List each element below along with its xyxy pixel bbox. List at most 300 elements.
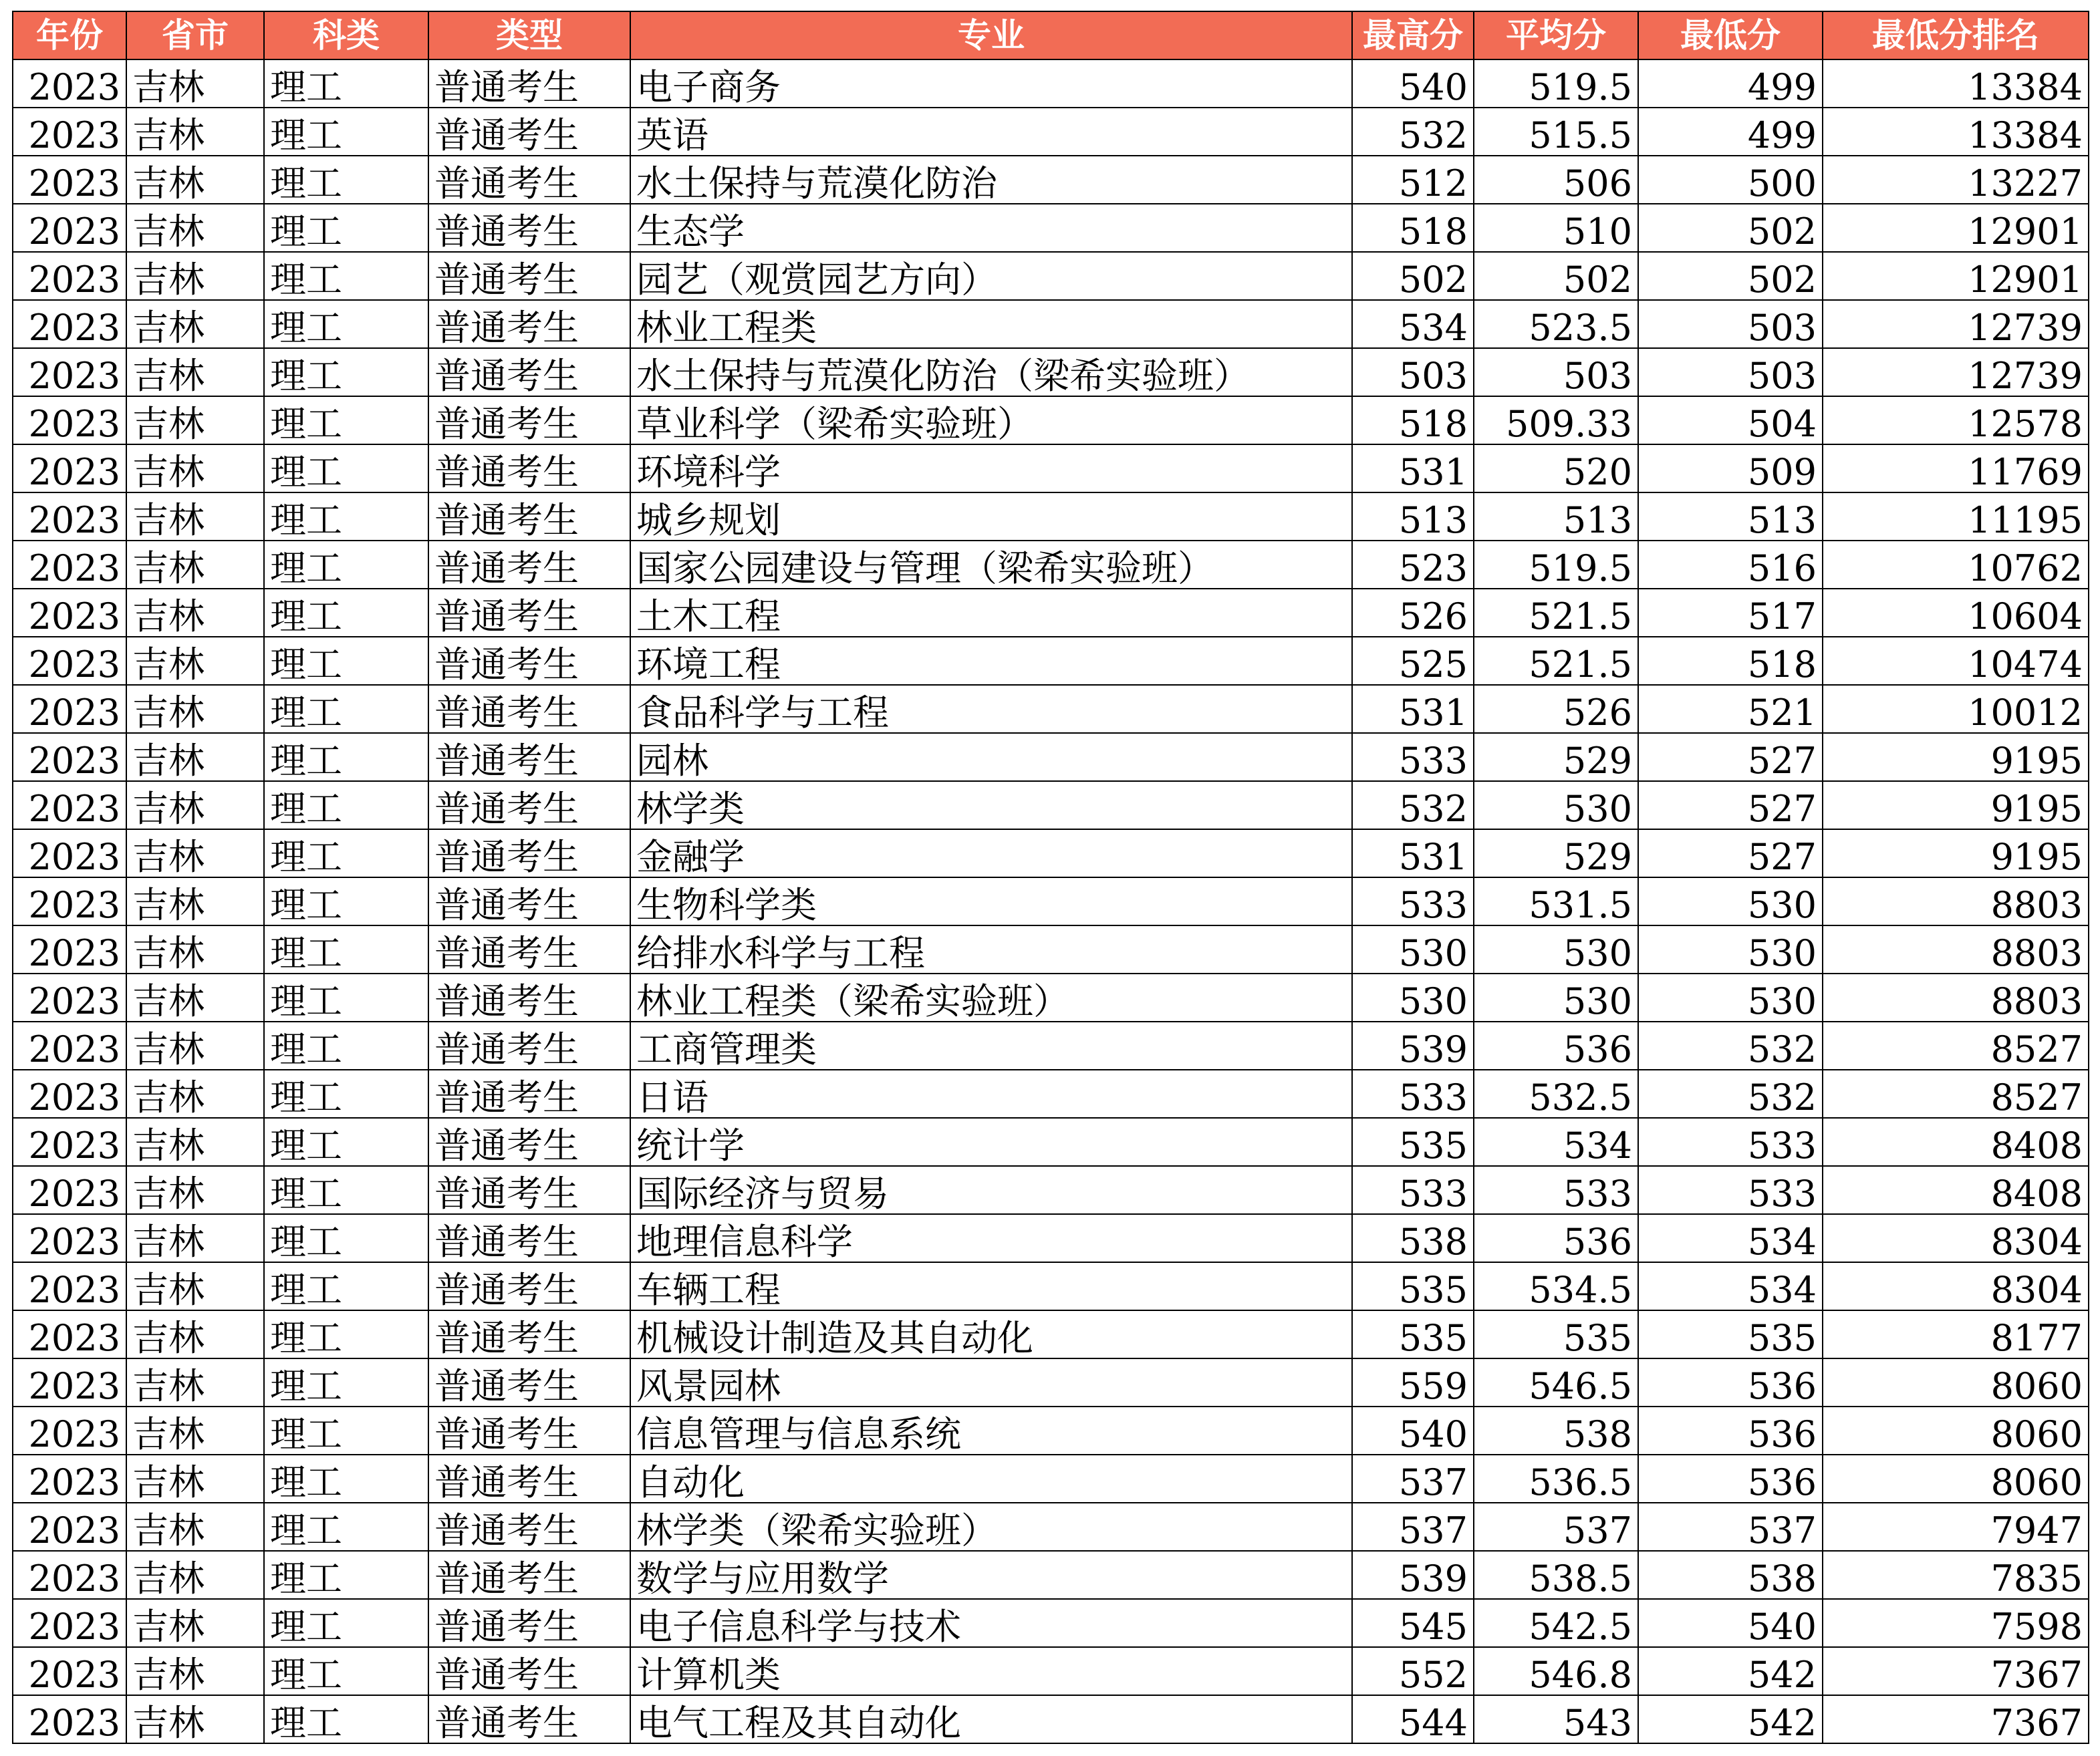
table-row[interactable] [13, 1022, 2089, 1070]
cell-avg-score[interactable]: 537 [1474, 1503, 1638, 1551]
cell-category[interactable]: 理工 [264, 1118, 428, 1166]
cell-province[interactable]: 吉林 [126, 781, 264, 829]
cell-major[interactable]: 电气工程及其自动化 [630, 1695, 1352, 1743]
cell-year[interactable]: 2023 [13, 1407, 126, 1455]
cell-type[interactable]: 普通考生 [428, 1695, 630, 1743]
cell-avg-score[interactable]: 542.5 [1474, 1599, 1638, 1647]
cell-type[interactable]: 普通考生 [428, 589, 630, 637]
cell-min-rank[interactable]: 12901 [1823, 204, 2089, 252]
cell-avg-score[interactable]: 519.5 [1474, 59, 1638, 108]
cell-max-score[interactable]: 533 [1352, 1166, 1474, 1214]
cell-province[interactable]: 吉林 [126, 1455, 264, 1503]
cell-type[interactable]: 普通考生 [428, 1022, 630, 1070]
cell-category[interactable]: 理工 [264, 781, 428, 829]
cell-max-score[interactable]: 535 [1352, 1262, 1474, 1310]
cell-category[interactable]: 理工 [264, 1551, 428, 1599]
cell-min-rank[interactable]: 7598 [1823, 1599, 2089, 1647]
cell-avg-score[interactable]: 536 [1474, 1214, 1638, 1262]
cell-avg-score[interactable]: 534 [1474, 1118, 1638, 1166]
cell-avg-score[interactable]: 503 [1474, 348, 1638, 396]
cell-min-score[interactable]: 527 [1638, 829, 1823, 877]
cell-year[interactable]: 2023 [13, 733, 126, 781]
cell-min-score[interactable]: 536 [1638, 1455, 1823, 1503]
table-row[interactable] [13, 1358, 2089, 1407]
cell-province[interactable]: 吉林 [126, 59, 264, 108]
cell-year[interactable]: 2023 [13, 637, 126, 685]
cell-avg-score[interactable]: 526 [1474, 685, 1638, 733]
cell-avg-score[interactable]: 546.5 [1474, 1358, 1638, 1407]
cell-min-rank[interactable]: 12578 [1823, 396, 2089, 444]
cell-year[interactable]: 2023 [13, 1166, 126, 1214]
cell-year[interactable]: 2023 [13, 396, 126, 444]
cell-category[interactable]: 理工 [264, 1695, 428, 1743]
table-row[interactable] [13, 252, 2089, 300]
cell-min-score[interactable]: 499 [1638, 108, 1823, 156]
cell-max-score[interactable]: 525 [1352, 637, 1474, 685]
cell-avg-score[interactable]: 502 [1474, 252, 1638, 300]
cell-min-rank[interactable]: 10474 [1823, 637, 2089, 685]
cell-min-score[interactable]: 513 [1638, 492, 1823, 541]
cell-max-score[interactable]: 523 [1352, 541, 1474, 589]
cell-type[interactable]: 普通考生 [428, 444, 630, 492]
cell-major[interactable]: 林学类 [630, 781, 1352, 829]
cell-type[interactable]: 普通考生 [428, 1262, 630, 1310]
table-row[interactable] [13, 1647, 2089, 1695]
cell-province[interactable]: 吉林 [126, 1503, 264, 1551]
cell-major[interactable]: 车辆工程 [630, 1262, 1352, 1310]
cell-avg-score[interactable]: 521.5 [1474, 589, 1638, 637]
cell-min-score[interactable]: 542 [1638, 1647, 1823, 1695]
cell-category[interactable]: 理工 [264, 348, 428, 396]
cell-category[interactable]: 理工 [264, 829, 428, 877]
cell-min-rank[interactable]: 8304 [1823, 1214, 2089, 1262]
cell-min-rank[interactable]: 7947 [1823, 1503, 2089, 1551]
cell-min-score[interactable]: 509 [1638, 444, 1823, 492]
cell-type[interactable]: 普通考生 [428, 925, 630, 974]
cell-max-score[interactable]: 540 [1352, 1407, 1474, 1455]
cell-min-rank[interactable]: 9195 [1823, 781, 2089, 829]
cell-avg-score[interactable]: 530 [1474, 781, 1638, 829]
cell-major[interactable]: 给排水科学与工程 [630, 925, 1352, 974]
cell-min-score[interactable]: 534 [1638, 1214, 1823, 1262]
cell-avg-score[interactable]: 529 [1474, 733, 1638, 781]
cell-year[interactable]: 2023 [13, 877, 126, 925]
cell-year[interactable]: 2023 [13, 1455, 126, 1503]
cell-province[interactable]: 吉林 [126, 300, 264, 348]
table-row[interactable] [13, 1070, 2089, 1118]
cell-max-score[interactable]: 538 [1352, 1214, 1474, 1262]
cell-category[interactable]: 理工 [264, 1262, 428, 1310]
cell-min-score[interactable]: 504 [1638, 396, 1823, 444]
cell-year[interactable]: 2023 [13, 492, 126, 541]
cell-year[interactable]: 2023 [13, 348, 126, 396]
cell-min-score[interactable]: 517 [1638, 589, 1823, 637]
cell-max-score[interactable]: 535 [1352, 1310, 1474, 1358]
cell-year[interactable]: 2023 [13, 59, 126, 108]
table-row[interactable] [13, 925, 2089, 974]
cell-avg-score[interactable]: 513 [1474, 492, 1638, 541]
table-row[interactable] [13, 1166, 2089, 1214]
cell-avg-score[interactable]: 533 [1474, 1166, 1638, 1214]
cell-province[interactable]: 吉林 [126, 1214, 264, 1262]
table-row[interactable] [13, 541, 2089, 589]
cell-major[interactable]: 林学类（梁希实验班） [630, 1503, 1352, 1551]
cell-province[interactable]: 吉林 [126, 1695, 264, 1743]
cell-min-rank[interactable]: 8408 [1823, 1166, 2089, 1214]
cell-major[interactable]: 日语 [630, 1070, 1352, 1118]
cell-max-score[interactable]: 533 [1352, 1070, 1474, 1118]
cell-type[interactable]: 普通考生 [428, 300, 630, 348]
cell-type[interactable]: 普通考生 [428, 541, 630, 589]
cell-avg-score[interactable]: 536.5 [1474, 1455, 1638, 1503]
cell-max-score[interactable]: 533 [1352, 877, 1474, 925]
column-header-major[interactable]: 专业 [630, 11, 1352, 59]
cell-min-score[interactable]: 538 [1638, 1551, 1823, 1599]
table-row[interactable] [13, 781, 2089, 829]
cell-province[interactable]: 吉林 [126, 541, 264, 589]
cell-max-score[interactable]: 502 [1352, 252, 1474, 300]
cell-avg-score[interactable]: 521.5 [1474, 637, 1638, 685]
cell-type[interactable]: 普通考生 [428, 1118, 630, 1166]
cell-min-score[interactable]: 499 [1638, 59, 1823, 108]
cell-year[interactable]: 2023 [13, 108, 126, 156]
cell-type[interactable]: 普通考生 [428, 156, 630, 204]
cell-type[interactable]: 普通考生 [428, 1358, 630, 1407]
cell-min-rank[interactable]: 8060 [1823, 1455, 2089, 1503]
cell-max-score[interactable]: 526 [1352, 589, 1474, 637]
cell-major[interactable]: 生物科学类 [630, 877, 1352, 925]
cell-min-rank[interactable]: 13384 [1823, 59, 2089, 108]
cell-major[interactable]: 地理信息科学 [630, 1214, 1352, 1262]
cell-min-rank[interactable]: 8304 [1823, 1262, 2089, 1310]
cell-min-score[interactable]: 527 [1638, 733, 1823, 781]
cell-min-score[interactable]: 503 [1638, 300, 1823, 348]
cell-min-score[interactable]: 530 [1638, 877, 1823, 925]
cell-year[interactable]: 2023 [13, 1503, 126, 1551]
cell-major[interactable]: 机械设计制造及其自动化 [630, 1310, 1352, 1358]
cell-major[interactable]: 林业工程类 [630, 300, 1352, 348]
cell-major[interactable]: 统计学 [630, 1118, 1352, 1166]
cell-year[interactable]: 2023 [13, 541, 126, 589]
cell-category[interactable]: 理工 [264, 108, 428, 156]
cell-min-score[interactable]: 521 [1638, 685, 1823, 733]
cell-avg-score[interactable]: 510 [1474, 204, 1638, 252]
cell-type[interactable]: 普通考生 [428, 829, 630, 877]
cell-category[interactable]: 理工 [264, 877, 428, 925]
table-row[interactable] [13, 108, 2089, 156]
cell-avg-score[interactable]: 535 [1474, 1310, 1638, 1358]
cell-year[interactable]: 2023 [13, 925, 126, 974]
cell-category[interactable]: 理工 [264, 925, 428, 974]
cell-min-score[interactable]: 518 [1638, 637, 1823, 685]
cell-min-rank[interactable]: 12739 [1823, 348, 2089, 396]
cell-major[interactable]: 数学与应用数学 [630, 1551, 1352, 1599]
cell-min-score[interactable]: 500 [1638, 156, 1823, 204]
cell-year[interactable]: 2023 [13, 974, 126, 1022]
cell-type[interactable]: 普通考生 [428, 685, 630, 733]
cell-min-rank[interactable]: 13227 [1823, 156, 2089, 204]
cell-major[interactable]: 工商管理类 [630, 1022, 1352, 1070]
cell-category[interactable]: 理工 [264, 1647, 428, 1695]
cell-year[interactable]: 2023 [13, 1262, 126, 1310]
cell-major[interactable]: 环境科学 [630, 444, 1352, 492]
cell-province[interactable]: 吉林 [126, 733, 264, 781]
cell-year[interactable]: 2023 [13, 204, 126, 252]
cell-max-score[interactable]: 530 [1352, 974, 1474, 1022]
cell-type[interactable]: 普通考生 [428, 1166, 630, 1214]
cell-min-rank[interactable]: 10012 [1823, 685, 2089, 733]
cell-year[interactable]: 2023 [13, 1070, 126, 1118]
cell-type[interactable]: 普通考生 [428, 1407, 630, 1455]
cell-type[interactable]: 普通考生 [428, 1503, 630, 1551]
cell-avg-score[interactable]: 509.33 [1474, 396, 1638, 444]
cell-province[interactable]: 吉林 [126, 877, 264, 925]
cell-category[interactable]: 理工 [264, 252, 428, 300]
cell-max-score[interactable]: 537 [1352, 1455, 1474, 1503]
cell-type[interactable]: 普通考生 [428, 1455, 630, 1503]
table-row[interactable] [13, 444, 2089, 492]
table-row[interactable] [13, 1455, 2089, 1503]
cell-year[interactable]: 2023 [13, 781, 126, 829]
column-header-category[interactable]: 科类 [264, 11, 428, 59]
cell-min-score[interactable]: 532 [1638, 1070, 1823, 1118]
cell-min-rank[interactable]: 8803 [1823, 974, 2089, 1022]
cell-max-score[interactable]: 533 [1352, 733, 1474, 781]
cell-avg-score[interactable]: 538 [1474, 1407, 1638, 1455]
column-header-type[interactable]: 类型 [428, 11, 630, 59]
cell-province[interactable]: 吉林 [126, 492, 264, 541]
cell-min-rank[interactable]: 11769 [1823, 444, 2089, 492]
cell-min-rank[interactable]: 11195 [1823, 492, 2089, 541]
cell-year[interactable]: 2023 [13, 685, 126, 733]
cell-province[interactable]: 吉林 [126, 1166, 264, 1214]
cell-min-score[interactable]: 536 [1638, 1407, 1823, 1455]
cell-avg-score[interactable]: 543 [1474, 1695, 1638, 1743]
cell-avg-score[interactable]: 531.5 [1474, 877, 1638, 925]
cell-province[interactable]: 吉林 [126, 1551, 264, 1599]
cell-province[interactable]: 吉林 [126, 444, 264, 492]
cell-year[interactable]: 2023 [13, 300, 126, 348]
cell-avg-score[interactable]: 523.5 [1474, 300, 1638, 348]
cell-min-score[interactable]: 536 [1638, 1358, 1823, 1407]
cell-min-score[interactable]: 540 [1638, 1599, 1823, 1647]
cell-category[interactable]: 理工 [264, 1407, 428, 1455]
cell-min-rank[interactable]: 8177 [1823, 1310, 2089, 1358]
cell-avg-score[interactable]: 519.5 [1474, 541, 1638, 589]
cell-major[interactable]: 园林 [630, 733, 1352, 781]
cell-max-score[interactable]: 545 [1352, 1599, 1474, 1647]
table-row[interactable] [13, 829, 2089, 877]
cell-year[interactable]: 2023 [13, 1118, 126, 1166]
cell-min-score[interactable]: 532 [1638, 1022, 1823, 1070]
table-row[interactable] [13, 300, 2089, 348]
cell-category[interactable]: 理工 [264, 204, 428, 252]
cell-major[interactable]: 环境工程 [630, 637, 1352, 685]
table-row[interactable] [13, 1310, 2089, 1358]
cell-max-score[interactable]: 532 [1352, 108, 1474, 156]
cell-min-score[interactable]: 542 [1638, 1695, 1823, 1743]
cell-type[interactable]: 普通考生 [428, 1551, 630, 1599]
cell-max-score[interactable]: 544 [1352, 1695, 1474, 1743]
cell-year[interactable]: 2023 [13, 1358, 126, 1407]
cell-category[interactable]: 理工 [264, 1214, 428, 1262]
cell-year[interactable]: 2023 [13, 1310, 126, 1358]
cell-type[interactable]: 普通考生 [428, 781, 630, 829]
cell-max-score[interactable]: 534 [1352, 300, 1474, 348]
cell-max-score[interactable]: 512 [1352, 156, 1474, 204]
cell-year[interactable]: 2023 [13, 829, 126, 877]
column-header-max-score[interactable]: 最高分 [1352, 11, 1474, 59]
table-row[interactable] [13, 1407, 2089, 1455]
cell-province[interactable]: 吉林 [126, 1599, 264, 1647]
cell-category[interactable]: 理工 [264, 1455, 428, 1503]
cell-category[interactable]: 理工 [264, 541, 428, 589]
cell-type[interactable]: 普通考生 [428, 59, 630, 108]
cell-max-score[interactable]: 531 [1352, 685, 1474, 733]
cell-province[interactable]: 吉林 [126, 1647, 264, 1695]
cell-category[interactable]: 理工 [264, 685, 428, 733]
cell-major[interactable]: 金融学 [630, 829, 1352, 877]
cell-avg-score[interactable]: 530 [1474, 925, 1638, 974]
cell-min-rank[interactable]: 8060 [1823, 1358, 2089, 1407]
cell-year[interactable]: 2023 [13, 1695, 126, 1743]
cell-min-rank[interactable]: 7367 [1823, 1647, 2089, 1695]
cell-min-score[interactable]: 530 [1638, 925, 1823, 974]
cell-max-score[interactable]: 537 [1352, 1503, 1474, 1551]
cell-category[interactable]: 理工 [264, 1599, 428, 1647]
cell-category[interactable]: 理工 [264, 396, 428, 444]
cell-category[interactable]: 理工 [264, 444, 428, 492]
cell-max-score[interactable]: 540 [1352, 59, 1474, 108]
cell-type[interactable]: 普通考生 [428, 108, 630, 156]
cell-max-score[interactable]: 530 [1352, 925, 1474, 974]
cell-avg-score[interactable]: 520 [1474, 444, 1638, 492]
cell-min-score[interactable]: 530 [1638, 974, 1823, 1022]
cell-min-rank[interactable]: 9195 [1823, 829, 2089, 877]
cell-min-rank[interactable]: 9195 [1823, 733, 2089, 781]
cell-min-score[interactable]: 533 [1638, 1118, 1823, 1166]
cell-avg-score[interactable]: 538.5 [1474, 1551, 1638, 1599]
cell-category[interactable]: 理工 [264, 492, 428, 541]
table-row[interactable] [13, 877, 2089, 925]
cell-max-score[interactable]: 539 [1352, 1022, 1474, 1070]
cell-min-score[interactable]: 537 [1638, 1503, 1823, 1551]
cell-min-rank[interactable]: 8803 [1823, 925, 2089, 974]
cell-category[interactable]: 理工 [264, 59, 428, 108]
cell-type[interactable]: 普通考生 [428, 204, 630, 252]
cell-avg-score[interactable]: 529 [1474, 829, 1638, 877]
table-row[interactable] [13, 156, 2089, 204]
cell-province[interactable]: 吉林 [126, 925, 264, 974]
cell-category[interactable]: 理工 [264, 1022, 428, 1070]
cell-avg-score[interactable]: 534.5 [1474, 1262, 1638, 1310]
cell-province[interactable]: 吉林 [126, 1070, 264, 1118]
cell-min-score[interactable]: 503 [1638, 348, 1823, 396]
cell-category[interactable]: 理工 [264, 733, 428, 781]
cell-province[interactable]: 吉林 [126, 1310, 264, 1358]
cell-max-score[interactable]: 518 [1352, 396, 1474, 444]
cell-min-rank[interactable]: 8408 [1823, 1118, 2089, 1166]
cell-major[interactable]: 草业科学（梁希实验班） [630, 396, 1352, 444]
cell-major[interactable]: 园艺（观赏园艺方向） [630, 252, 1352, 300]
cell-major[interactable]: 自动化 [630, 1455, 1352, 1503]
cell-province[interactable]: 吉林 [126, 396, 264, 444]
cell-min-rank[interactable]: 8527 [1823, 1022, 2089, 1070]
table-row[interactable] [13, 492, 2089, 541]
cell-major[interactable]: 林业工程类（梁希实验班） [630, 974, 1352, 1022]
cell-category[interactable]: 理工 [264, 1310, 428, 1358]
table-row[interactable] [13, 1551, 2089, 1599]
cell-category[interactable]: 理工 [264, 1358, 428, 1407]
cell-type[interactable]: 普通考生 [428, 1310, 630, 1358]
cell-max-score[interactable]: 503 [1352, 348, 1474, 396]
cell-year[interactable]: 2023 [13, 589, 126, 637]
cell-avg-score[interactable]: 506 [1474, 156, 1638, 204]
cell-province[interactable]: 吉林 [126, 1022, 264, 1070]
cell-year[interactable]: 2023 [13, 1647, 126, 1695]
cell-avg-score[interactable]: 530 [1474, 974, 1638, 1022]
cell-year[interactable]: 2023 [13, 156, 126, 204]
column-header-min-rank[interactable]: 最低分排名 [1823, 11, 2089, 59]
cell-type[interactable]: 普通考生 [428, 348, 630, 396]
cell-min-rank[interactable]: 12739 [1823, 300, 2089, 348]
cell-min-score[interactable]: 527 [1638, 781, 1823, 829]
column-header-province[interactable]: 省市 [126, 11, 264, 59]
cell-min-rank[interactable]: 8527 [1823, 1070, 2089, 1118]
cell-major[interactable]: 城乡规划 [630, 492, 1352, 541]
cell-major[interactable]: 电子信息科学与技术 [630, 1599, 1352, 1647]
cell-category[interactable]: 理工 [264, 1166, 428, 1214]
cell-major[interactable]: 水土保持与荒漠化防治（梁希实验班） [630, 348, 1352, 396]
cell-min-rank[interactable]: 12901 [1823, 252, 2089, 300]
table-row[interactable] [13, 974, 2089, 1022]
cell-max-score[interactable]: 552 [1352, 1647, 1474, 1695]
cell-min-rank[interactable]: 7835 [1823, 1551, 2089, 1599]
cell-province[interactable]: 吉林 [126, 156, 264, 204]
table-row[interactable] [13, 1503, 2089, 1551]
cell-major[interactable]: 生态学 [630, 204, 1352, 252]
cell-province[interactable]: 吉林 [126, 637, 264, 685]
cell-min-rank[interactable]: 10762 [1823, 541, 2089, 589]
cell-major[interactable]: 英语 [630, 108, 1352, 156]
cell-province[interactable]: 吉林 [126, 252, 264, 300]
cell-province[interactable]: 吉林 [126, 974, 264, 1022]
table-row[interactable] [13, 733, 2089, 781]
table-row[interactable] [13, 637, 2089, 685]
cell-category[interactable]: 理工 [264, 156, 428, 204]
cell-province[interactable]: 吉林 [126, 1262, 264, 1310]
cell-min-rank[interactable]: 8060 [1823, 1407, 2089, 1455]
cell-province[interactable]: 吉林 [126, 829, 264, 877]
cell-province[interactable]: 吉林 [126, 1407, 264, 1455]
cell-major[interactable]: 计算机类 [630, 1647, 1352, 1695]
cell-min-rank[interactable]: 13384 [1823, 108, 2089, 156]
cell-min-score[interactable]: 535 [1638, 1310, 1823, 1358]
cell-type[interactable]: 普通考生 [428, 733, 630, 781]
cell-max-score[interactable]: 535 [1352, 1118, 1474, 1166]
column-header-year[interactable]: 年份 [13, 11, 126, 59]
cell-type[interactable]: 普通考生 [428, 1070, 630, 1118]
cell-province[interactable]: 吉林 [126, 685, 264, 733]
table-row[interactable] [13, 348, 2089, 396]
cell-min-rank[interactable]: 7367 [1823, 1695, 2089, 1743]
cell-type[interactable]: 普通考生 [428, 877, 630, 925]
cell-type[interactable]: 普通考生 [428, 637, 630, 685]
cell-year[interactable]: 2023 [13, 252, 126, 300]
table-row[interactable] [13, 204, 2089, 252]
cell-avg-score[interactable]: 532.5 [1474, 1070, 1638, 1118]
cell-avg-score[interactable]: 546.8 [1474, 1647, 1638, 1695]
